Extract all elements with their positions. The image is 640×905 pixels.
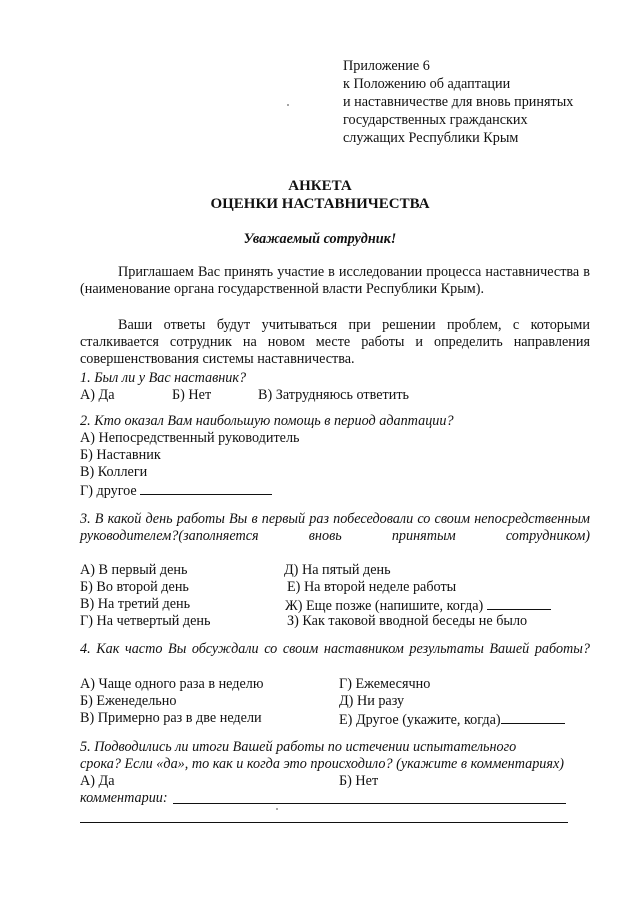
q2-option-a[interactable]: А) Непосредственный руководитель bbox=[80, 430, 300, 446]
scan-speck bbox=[276, 808, 278, 810]
q4-option-e[interactable]: Д) Ни разу bbox=[339, 693, 405, 709]
greeting: Уважаемый сотрудник! bbox=[243, 231, 397, 247]
q4-option-b[interactable]: Б) Еженедельно bbox=[80, 693, 177, 709]
q3-option-c[interactable]: В) На третий день bbox=[80, 596, 191, 612]
document-title: АНКЕТА bbox=[288, 178, 352, 194]
q3-option-g-label: Ж) Еще позже (напишите, когда) bbox=[285, 598, 484, 614]
q2-option-d-label: Г) другое bbox=[80, 483, 137, 499]
q5-option-b[interactable]: Б) Нет bbox=[339, 773, 379, 789]
intro-text-2: Ваши ответы будут учитываться при решении проблем, с которыми сталкивается сотрудник на новом месте работы и определить направления совершенствования системы наставничества. bbox=[80, 317, 590, 367]
q3-option-e[interactable]: Д) На пятый день bbox=[284, 562, 391, 578]
question-3: 3. В какой день работы Вы в первый раз побеседовали со своим непосредственным руководителем?(заполняется вновь принятым сотрудником) bbox=[80, 511, 590, 544]
q3-option-a[interactable]: А) В первый день bbox=[80, 562, 188, 578]
comments-line-2[interactable] bbox=[80, 822, 568, 823]
appendix-line: государственных гражданских bbox=[343, 112, 528, 128]
question-4: 4. Как часто Вы обсуждали со своим наставником результаты Вашей работы? bbox=[80, 641, 590, 657]
q4-option-f[interactable] bbox=[339, 710, 565, 729]
q1-option-c[interactable]: В) Затрудняюсь ответить bbox=[258, 387, 409, 403]
q2-option-d[interactable] bbox=[80, 481, 272, 500]
q2-other-blank[interactable] bbox=[140, 481, 272, 495]
q4-option-a[interactable]: А) Чаще одного раза в неделю bbox=[80, 676, 264, 692]
q2-option-c[interactable]: В) Коллеги bbox=[80, 464, 148, 480]
q3-later-blank[interactable] bbox=[487, 596, 551, 610]
question-5-line-2: срока? Если «да», то как и когда это происходило? (укажите в комментариях) bbox=[80, 756, 565, 772]
question-2: 2. Кто оказал Вам наибольшую помощь в период адаптации? bbox=[80, 413, 454, 429]
q1-option-b[interactable]: Б) Нет bbox=[172, 387, 212, 403]
appendix-line: служащих Республики Крым bbox=[343, 130, 519, 146]
q3-option-f[interactable]: Е) На второй неделе работы bbox=[287, 579, 457, 595]
question-5-line-1: 5. Подводились ли итоги Вашей работы по истечении испытательного bbox=[80, 739, 517, 755]
scan-speck bbox=[287, 104, 289, 106]
intro-text-1: Приглашаем Вас принять участие в исследовании процесса наставничества в (наименование органа государственной власти Республики Крым). bbox=[80, 264, 590, 297]
q3-option-h[interactable]: З) Как таковой вводной беседы не было bbox=[287, 613, 528, 629]
appendix-header bbox=[343, 58, 623, 148]
appendix-line: и наставничестве для вновь принятых bbox=[343, 94, 574, 110]
q5-option-a[interactable]: А) Да bbox=[80, 773, 115, 789]
comments-line-1[interactable] bbox=[173, 803, 566, 804]
question-1: 1. Был ли у Вас наставник? bbox=[80, 370, 247, 386]
q2-option-b[interactable]: Б) Наставник bbox=[80, 447, 161, 463]
document-subtitle: ОЦЕНКИ НАСТАВНИЧЕСТВА bbox=[210, 196, 430, 212]
q3-option-b[interactable]: Б) Во второй день bbox=[80, 579, 189, 595]
q4-option-d[interactable]: Г) Ежемесячно bbox=[339, 676, 431, 692]
appendix-line: к Положению об адаптации bbox=[343, 76, 511, 92]
intro-paragraph-1 bbox=[80, 264, 590, 298]
comments-label: комментарии: bbox=[80, 790, 168, 806]
q4-option-c[interactable]: В) Примерно раз в две недели bbox=[80, 710, 262, 726]
appendix-line: Приложение 6 bbox=[343, 58, 430, 74]
q4-option-f-label: Е) Другое (укажите, когда) bbox=[339, 712, 501, 728]
q1-option-a[interactable]: А) Да bbox=[80, 387, 115, 403]
q4-other-blank[interactable] bbox=[501, 710, 565, 724]
q3-option-d[interactable]: Г) На четвертый день bbox=[80, 613, 211, 629]
intro-paragraph-2 bbox=[80, 317, 590, 368]
